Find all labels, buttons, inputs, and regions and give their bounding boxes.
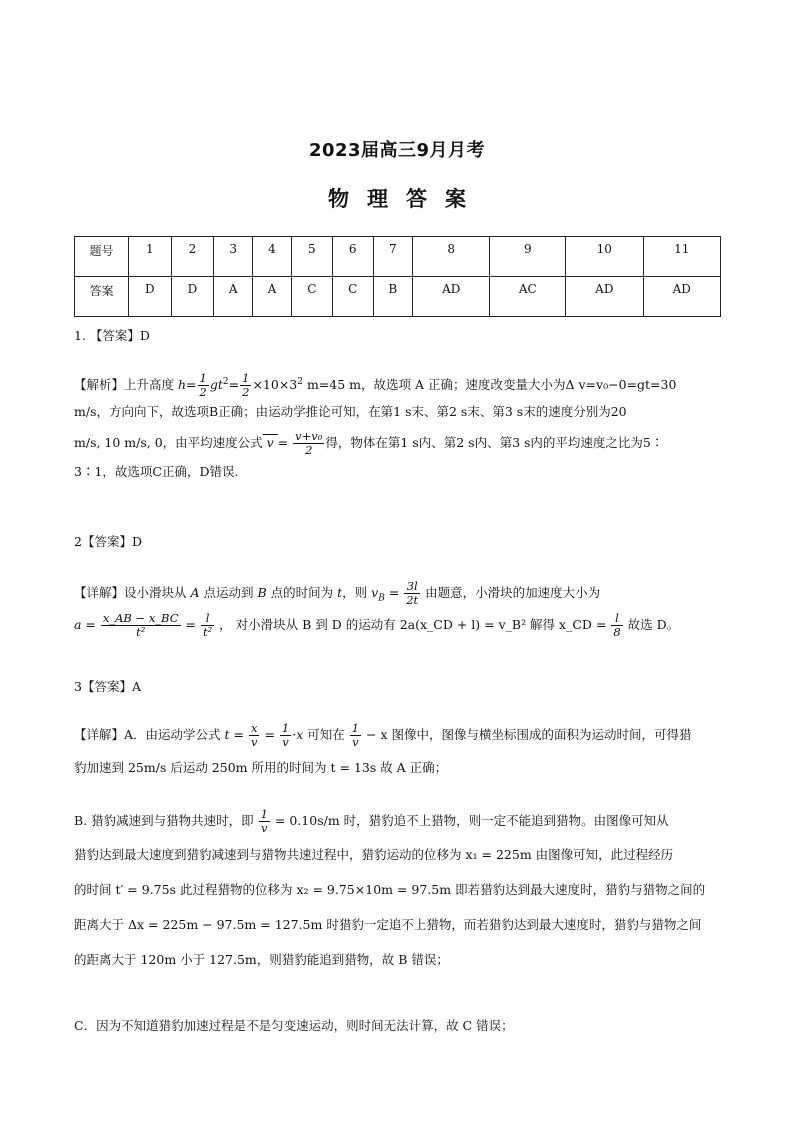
denominator: v bbox=[250, 735, 258, 749]
text: = bbox=[81, 617, 100, 632]
subscript: B bbox=[378, 593, 385, 604]
text: = bbox=[181, 617, 200, 632]
table-cell: AD bbox=[643, 277, 720, 317]
numerator: x bbox=[250, 721, 258, 735]
answer-table bbox=[74, 236, 721, 317]
table-cell: 答案 bbox=[75, 277, 129, 317]
q3-heading: 3【答案】A bbox=[74, 679, 141, 694]
numerator: v+v₀ bbox=[295, 429, 323, 443]
table-cell: AC bbox=[490, 277, 566, 317]
denominator: 2t bbox=[406, 593, 419, 607]
text: t bbox=[337, 585, 343, 600]
fraction bbox=[611, 612, 622, 639]
q3-explanation bbox=[74, 722, 722, 780]
text: = bbox=[277, 435, 293, 450]
table-cell: B bbox=[373, 277, 412, 317]
text: = bbox=[186, 377, 197, 393]
q2-explanation bbox=[74, 579, 722, 639]
text: 故选 D。 bbox=[623, 617, 680, 632]
text: = bbox=[229, 727, 248, 742]
text: 点的时间为 bbox=[266, 585, 338, 600]
text: B. 猎豹减速到与猎物共速时，即 bbox=[74, 813, 258, 828]
text: = bbox=[260, 727, 279, 742]
text: 【详解】设小滑块从 bbox=[74, 585, 191, 600]
q2-heading: 2【答案】D bbox=[74, 534, 142, 549]
table-cell: D bbox=[129, 277, 172, 317]
table-cell: 3 bbox=[214, 237, 253, 277]
denominator: v bbox=[282, 735, 289, 749]
q1-line-2: m/s，方向向下，故选项B正确；由运动学推论可知，在第1 s末、第2 s末、第3 s末的速度分别为20 bbox=[74, 404, 627, 419]
table-cell: C bbox=[332, 277, 373, 317]
table-cell: 9 bbox=[490, 237, 566, 277]
text: t bbox=[224, 727, 230, 742]
table-cell: 1 bbox=[129, 237, 172, 277]
text: ，则 bbox=[342, 585, 372, 600]
text: 【详解】A．由运动学公式 bbox=[74, 727, 225, 742]
denominator: 2 bbox=[242, 385, 250, 400]
numerator: l bbox=[611, 612, 622, 626]
q1-heading: 1. 【答案】D bbox=[74, 328, 150, 343]
fraction bbox=[259, 808, 270, 835]
fraction bbox=[198, 372, 209, 399]
numerator: 1 bbox=[260, 807, 268, 821]
text: 由题意，小滑块的加速度大小为 bbox=[421, 585, 601, 600]
text: B bbox=[257, 585, 267, 600]
numerator: 1 bbox=[199, 371, 207, 386]
table-cell: 6 bbox=[332, 237, 373, 277]
q2-line-2 bbox=[74, 611, 722, 639]
table-cell: D bbox=[171, 277, 214, 317]
table-row-answers bbox=[75, 277, 721, 317]
table-cell: 4 bbox=[253, 237, 292, 277]
exam-title: 2023届高三9月月考 bbox=[308, 140, 486, 161]
text: ×10×3 bbox=[252, 377, 298, 393]
fraction bbox=[101, 612, 181, 639]
q1-line-4: 3∶1，故选项C正确，D错误. bbox=[74, 464, 239, 479]
fraction bbox=[201, 612, 214, 639]
text: = bbox=[228, 377, 240, 393]
text: a bbox=[74, 617, 82, 632]
q3-line-1 bbox=[74, 721, 722, 749]
text: A bbox=[190, 585, 200, 600]
table-row-numbers bbox=[75, 237, 721, 277]
denominator: v bbox=[352, 735, 359, 749]
q3-option-b bbox=[74, 808, 722, 972]
q2-line-1 bbox=[74, 579, 722, 607]
table-cell: 11 bbox=[643, 237, 720, 277]
fraction bbox=[293, 430, 324, 457]
table-cell: 7 bbox=[373, 237, 412, 277]
table-cell: 2 bbox=[171, 237, 214, 277]
text: gt bbox=[209, 377, 223, 393]
denominator: 2 bbox=[199, 385, 207, 400]
text: m/s, 10 m/s, 0，由平均速度公式 bbox=[74, 435, 263, 450]
table-cell: A bbox=[253, 277, 292, 317]
text: = 0.10s/m 时，猎豹追不上猎物，则一定不能追到猎物。由图像可知从 bbox=[270, 813, 669, 828]
q3-b-line-4: 距离大于 Δx = 225m − 97.5m = 127.5m 时猎豹一定追不上猎物，而若猎豹达到最大速度时，猎豹与猎物之间 bbox=[74, 917, 702, 932]
q3-b-line-5: 的距离大于 120m 小于 127.5m，则猎豹能追到猎物，故 B 错误； bbox=[74, 952, 449, 967]
table-cell: 8 bbox=[413, 237, 490, 277]
denominator: v bbox=[261, 821, 268, 835]
fraction bbox=[249, 722, 260, 749]
fraction bbox=[240, 372, 251, 399]
exponent: 2 bbox=[222, 377, 229, 387]
fraction bbox=[350, 722, 361, 749]
denominator: t² bbox=[136, 625, 146, 639]
text: 点运动到 bbox=[199, 585, 258, 600]
numerator: 1 bbox=[351, 721, 360, 735]
table-cell: 5 bbox=[291, 237, 332, 277]
text: v bbox=[262, 435, 278, 450]
table-cell: A bbox=[214, 277, 253, 317]
table-cell: AD bbox=[413, 277, 490, 317]
text: v bbox=[371, 585, 379, 600]
denominator: t² bbox=[202, 625, 213, 639]
fraction bbox=[280, 722, 291, 749]
numerator: l bbox=[201, 612, 214, 626]
denominator: 8 bbox=[613, 625, 621, 639]
table-cell: 题号 bbox=[75, 237, 129, 277]
q1-line-3 bbox=[74, 429, 722, 457]
text: h bbox=[177, 377, 187, 393]
exponent: 2 bbox=[297, 377, 303, 387]
numerator: x_AB − x_BC bbox=[102, 611, 179, 625]
denominator: 2 bbox=[305, 443, 313, 457]
text: − x 图像中，图像与横坐标围成的面积为运动时间，可得猎 bbox=[362, 727, 692, 742]
q3-option-c: C．因为不知道猎豹加速过程是不是匀变速运动，则时间无法计算，故 C 错误； bbox=[74, 1018, 514, 1033]
text: 【解析】上升高度 bbox=[74, 377, 178, 393]
q3-b-line-3: 的时间 t′ = 9.75s 此过程猎物的位移为 x₂ = 9.75×10m = 97.5m 即若猎豹达到最大速度时，猎豹与猎物之间的 bbox=[74, 882, 706, 897]
q1-explanation bbox=[74, 370, 722, 484]
numerator: 1 bbox=[281, 721, 290, 735]
table-cell: AD bbox=[566, 277, 643, 317]
numerator: 1 bbox=[242, 371, 250, 386]
text: 得，物体在第1 s内、第2 s内、第3 s内的平均速度之比为5∶ bbox=[325, 435, 664, 450]
q3-line-2: 豹加速到 25m/s 后运动 250m 所用的时间为 t = 13s 故 A 正确； bbox=[74, 760, 448, 775]
text: = bbox=[384, 585, 404, 600]
table-cell: 10 bbox=[566, 237, 643, 277]
text: m=45 m，故选项 A 正确；速度改变量大小为Δ v=v₀−0=gt=30 bbox=[302, 377, 677, 393]
text: ， 对小滑块从 B 到 D 的运动有 2a(x_CD + l) = v_B² 解得 x_CD = bbox=[215, 617, 611, 632]
text: ·x bbox=[292, 727, 304, 742]
table-cell: C bbox=[291, 277, 332, 317]
answer-key-title: 物理答案 bbox=[328, 187, 484, 211]
q3-b-line-2: 猎豹达到最大速度到猎豹减速到与猎物共速过程中，猎豹运动的位移为 x₁ = 225m 由图像可知，此过程经历 bbox=[74, 847, 674, 862]
fraction bbox=[404, 580, 420, 607]
text: 可知在 bbox=[303, 727, 349, 742]
q1-line-1 bbox=[74, 370, 722, 400]
numerator: 3l bbox=[404, 580, 420, 594]
q3-b-line-1 bbox=[74, 807, 722, 835]
